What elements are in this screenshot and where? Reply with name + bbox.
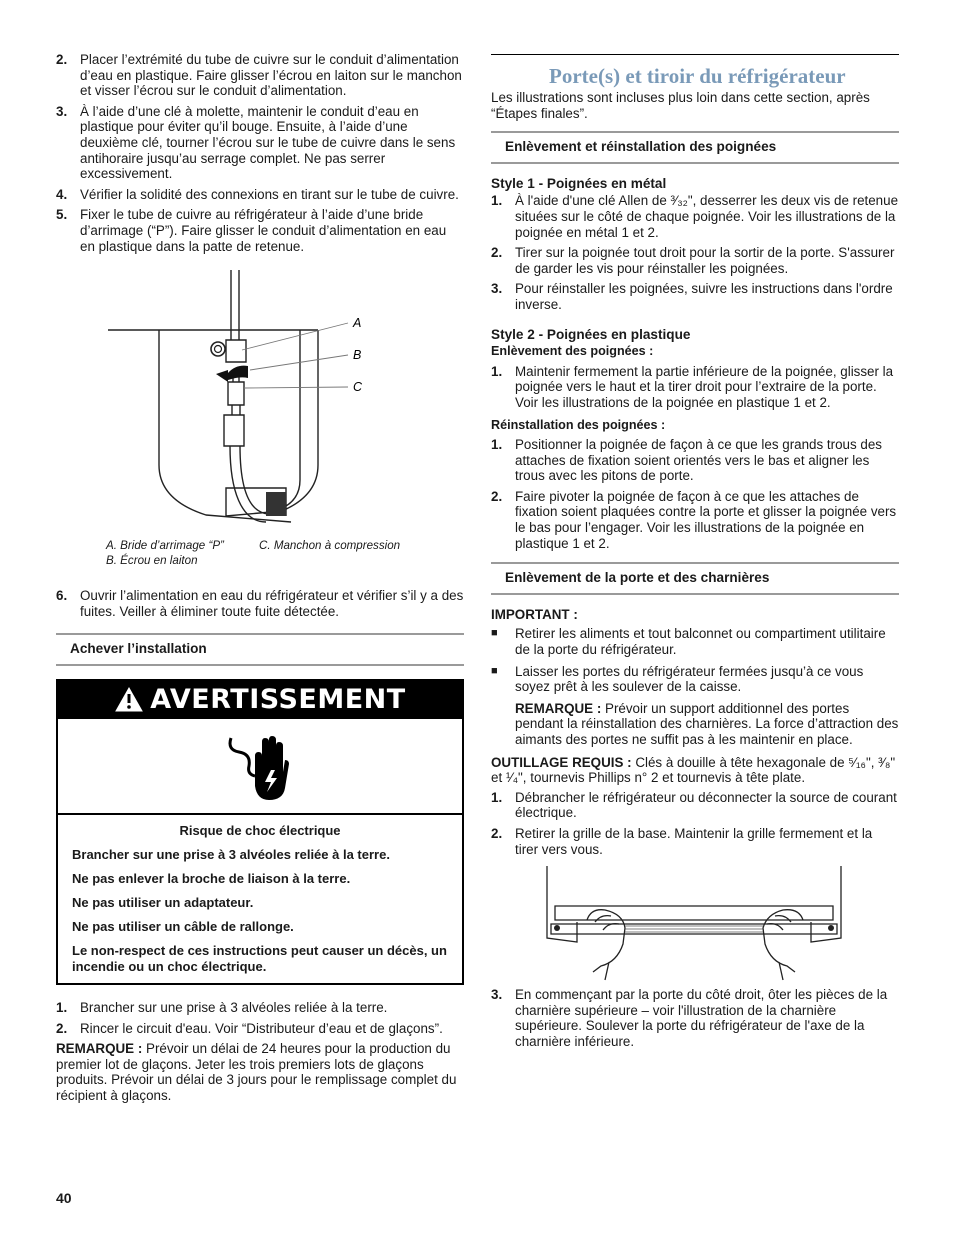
base-grille-figure bbox=[491, 862, 899, 986]
list-item-number: 1. bbox=[56, 999, 68, 1015]
warning-line: Le non-respect de ces instructions peut causer un décès, un incendie ou un choc électrique. bbox=[72, 942, 447, 974]
list-item-number: 4. bbox=[56, 186, 68, 202]
list-item-number: 2. bbox=[491, 825, 503, 841]
list-item bbox=[491, 364, 899, 411]
list-item bbox=[56, 104, 464, 182]
list-item-number: 2. bbox=[56, 52, 68, 67]
list-item-text: Placer l’extrémité du tube de cuivre sur le conduit d’alimentation d’eau en plastique. Faire glisser l’écrou en laiton sur le manchon et visser l’écrou sur le conduit d’alimentation. bbox=[80, 52, 462, 99]
list-item bbox=[56, 1021, 464, 1037]
section-title: Porte(s) et tiroir du réfrigérateur bbox=[549, 64, 846, 88]
list-item-number: 1. bbox=[491, 363, 503, 379]
remark-paragraph: REMARQUE : Prévoir un support additionnel des portes pendant la réinstallation des charnières. La force d’attraction des aimants des portes ne suffit pas à les maintenir en place. bbox=[515, 700, 899, 747]
bullet-item bbox=[491, 664, 899, 695]
door-steps bbox=[491, 790, 899, 857]
list-item bbox=[491, 193, 899, 240]
list-item-number: 1. bbox=[491, 193, 503, 209]
figure-label-c: C bbox=[353, 380, 363, 395]
page-number: 40 bbox=[56, 1190, 72, 1206]
warning-lines bbox=[72, 847, 448, 975]
list-item-text: Tirer sur la poignée tout droit pour la sortir de la porte. S'assurer de garder les vis pour réinstaller les poignées. bbox=[515, 245, 895, 276]
important-label: IMPORTANT : bbox=[491, 606, 578, 622]
figure-label-a: A bbox=[353, 316, 362, 331]
reinstall-steps bbox=[491, 437, 899, 551]
list-item-text: Fixer le tube de cuivre au réfrigérateur à l’aide d’une bride d’arrimage (“P”). Faire glisser le conduit d’alimentation en eau en plastique dans la patte de retenue. bbox=[80, 207, 447, 254]
list-item-text: À l'aide d'une clé Allen de ³⁄₃₂", desserrer les deux vis de retenue situées sur le côté de chaque poignée. Voir les illustrations de la poignée en métal 1 et 2. bbox=[515, 193, 899, 240]
list-item-text: Retirer la grille de la base. Maintenir la grille fermement et la tirer vers vous. bbox=[515, 825, 873, 857]
intro-text: Les illustrations sont incluses plus loin dans cette section, après “Étapes finales”. bbox=[491, 90, 870, 121]
list-item-number: 3. bbox=[56, 103, 68, 119]
caption-b: B. Écrou en laiton bbox=[106, 554, 198, 568]
list-item-text: Débrancher le réfrigérateur ou déconnecter la source de courant électrique. bbox=[515, 789, 897, 821]
bullet-text: Laisser les portes du réfrigérateur fermées jusqu’à ce vous soyez prêt à les soulever de la caisse. bbox=[515, 663, 864, 695]
bullet-item bbox=[491, 626, 899, 657]
list-item bbox=[491, 245, 899, 276]
section-heading-finish: Achever l’installation bbox=[56, 633, 464, 666]
list-item-text: À l’aide d’une clé à molette, maintenir le conduit d’eau en plastique pour éviter qu’il bouge. Ensuite, à l’aide d’une deuxième clé, tourner l’écrou sur le tube de cuivre dans le sens antihoraire jusqu’au serrage complet. Ne pas serrer excessivement. bbox=[80, 103, 456, 182]
list-item-number: 5. bbox=[56, 207, 68, 223]
list-item-text: Vérifier la solidité des connexions en tirant sur le tube de cuivre. bbox=[80, 186, 459, 202]
list-item-number: 3. bbox=[491, 281, 503, 297]
warning-line: Ne pas enlever la broche de liaison à la terre. bbox=[72, 870, 351, 886]
list-item bbox=[56, 207, 464, 254]
left-column bbox=[56, 52, 464, 1103]
caption-a: A. Bride d’arrimage “P” bbox=[106, 539, 224, 553]
warning-icon-row bbox=[58, 719, 462, 815]
list-item bbox=[491, 790, 899, 821]
list-item-number: 1. bbox=[491, 789, 503, 805]
list-item-text: Faire pivoter la poignée de façon à ce que les attaches de fixation soient plaquées contre la porte et glisser la poignée vers le bas pour l’engager. Voir les illustrations de la poignée en plastique 1 et 2. bbox=[515, 488, 897, 551]
warning-line: Ne pas utiliser un câble de rallonge. bbox=[72, 918, 294, 934]
warning-triangle-icon bbox=[114, 686, 144, 713]
reinstall-title: Réinstallation des poignées : bbox=[491, 417, 666, 432]
removal-steps bbox=[491, 364, 899, 411]
warning-box bbox=[56, 679, 464, 985]
list-item bbox=[56, 1000, 464, 1016]
section-heading-door: Enlèvement de la porte et des charnières bbox=[491, 562, 899, 595]
warning-title: AVERTISSEMENT bbox=[150, 684, 406, 716]
list-item: 3. En commençant par la porte du côté droit, ôter les pièces de la charnière supérieure – voir l'illustration de la charnière supérieure. Soulever la porte du réfrigérateur de l'axe de la charnière inférieure. bbox=[491, 987, 888, 1049]
list-item-text: Positionner la poignée de façon à ce que les grands trous des attaches de fixation soient orientés vers le bas et aligner les trous avec les pitons de porte. bbox=[515, 437, 883, 484]
list-item-text: Brancher sur une prise à 3 alvéoles reliée à la terre. bbox=[80, 999, 388, 1015]
list-item-text: Pour réinstaller les poignées, suivre les instructions dans l'ordre inverse. bbox=[515, 281, 893, 312]
warning-body bbox=[58, 815, 462, 983]
base-grille-illustration bbox=[491, 862, 899, 986]
figure-caption bbox=[106, 538, 464, 570]
section-heading-handles: Enlèvement et réinstallation des poignées bbox=[491, 131, 899, 164]
warning-risk: Risque de choc électrique bbox=[179, 822, 341, 838]
important-bullets bbox=[491, 626, 899, 694]
list-item bbox=[56, 52, 464, 99]
style1-title: Style 1 - Poignées en métal bbox=[491, 175, 667, 191]
list-item bbox=[491, 489, 899, 551]
caption-c: C. Manchon à compression bbox=[259, 539, 401, 553]
list-item-number: 1. bbox=[491, 437, 503, 453]
list-item-number: 2. bbox=[491, 245, 503, 261]
style2-title: Style 2 - Poignées en plastique bbox=[491, 326, 691, 342]
list-item-number: 2. bbox=[56, 1020, 68, 1036]
right-column bbox=[491, 54, 899, 1055]
removal-title: Enlèvement des poignées : bbox=[491, 344, 654, 359]
warning-line: Brancher sur une prise à 3 alvéoles reliée à la terre. bbox=[72, 846, 390, 862]
water-line-illustration bbox=[56, 260, 464, 542]
final-steps-list bbox=[56, 1000, 464, 1036]
list-item bbox=[56, 187, 464, 203]
list-item-text: Maintenir fermement la partie inférieure de la poignée, glisser la poignée vers le haut et la tirer droit pour l’extraire de la porte. Voir les illustrations de la poignée en plastique 1 et 2. bbox=[515, 363, 894, 410]
tools-paragraph: OUTILLAGE REQUIS : Clés à douille à tête hexagonale de ⁵⁄₁₆", ³⁄₈" et ¹⁄₄", tournevis Phillips n° 2 et tournevis à tête plate. bbox=[491, 754, 896, 786]
water-line-figure bbox=[56, 260, 464, 542]
list-item bbox=[491, 281, 899, 312]
list-item: 6. Ouvrir l’alimentation en eau du réfrigérateur et vérifier s’il y a des fuites. Veiller à éliminer toute fuite détectée. bbox=[56, 588, 464, 619]
list-item bbox=[491, 826, 899, 857]
list-item-number: 2. bbox=[491, 488, 503, 504]
bullet-text: Retirer les aliments et tout balconnet ou compartiment utilitaire de la porte du réfrigérateur. bbox=[515, 626, 886, 658]
bullet-square-icon: ■ bbox=[491, 664, 498, 677]
bullet-square-icon: ■ bbox=[491, 627, 498, 640]
warning-header bbox=[58, 681, 462, 719]
electric-shock-hand-icon bbox=[225, 730, 295, 802]
list-item bbox=[491, 437, 899, 484]
warning-line: Ne pas utiliser un adaptateur. bbox=[72, 894, 254, 910]
style1-steps bbox=[491, 193, 899, 312]
note-paragraph: REMARQUE : Prévoir un délai de 24 heures pour la production du premier lot de glaçons. Jeter les trois premiers lots de glaçons produits. Prévoir un délai de 3 jours pour le remplissage complet du récipient à glaçons. bbox=[56, 1041, 457, 1103]
install-steps-list bbox=[56, 52, 464, 254]
figure-label-b: B bbox=[353, 348, 362, 363]
list-item-text: Rincer le circuit d'eau. Voir “Distributeur d’eau et de glaçons”. bbox=[80, 1020, 443, 1036]
door-step-3 bbox=[491, 987, 899, 1049]
